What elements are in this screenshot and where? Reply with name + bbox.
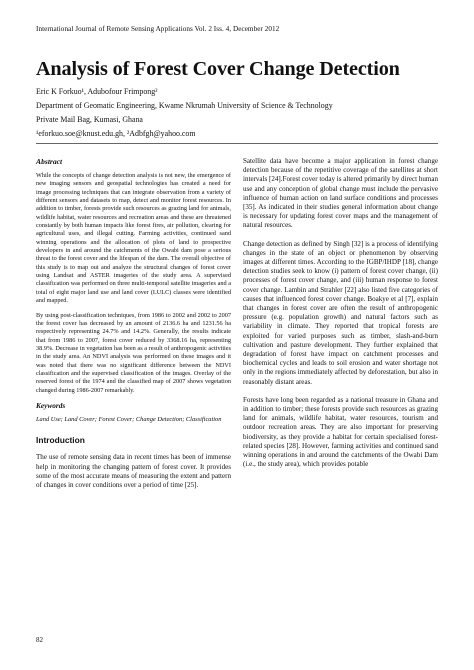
right-column [243, 157, 438, 479]
header-divider [36, 143, 438, 144]
paper-title: Analysis of Forest Cover Change Detection [36, 58, 400, 80]
body-paragraph-1: Satellite data have become a major application in forest change detection because of the repetitive coverage of the satellites at short intervals [24].Forest cover today is altered primarily by direct human use and any conception of global change must include the pervasive influence of human action on land surface conditions and processes [35]. As indicated in their studies general information about change is necessary for updating forest cover maps and the management of natural resources. [243, 157, 438, 230]
abstract-heading: Abstract [36, 157, 63, 166]
journal-header: International Journal of Remote Sensing Applications Vol. 2 Iss. 4, December 2012 [36, 25, 280, 33]
body-paragraph-2: Change detection as defined by Singh [32] is a process of identifying changes in the state of an object or phenomenon by observing images at different times. According to the IGBP/IHDP [18], change detection studies seek to know (i) pattern of forest cover change, (ii) processes of forest cover change, and (iii) human response to forest cover change. Lambin and Strahler [22] also listed five categories of causes that influenced forest cover change. Boakye et al [7], explain that changes in forest cover are often the result of anthropogenic pressure (e.g. population growth) and natural factors such as variability in climate. They reported that tropical forests are exploited for varied purposes such as timber, slash-and-burn cultivation and pasture development. They further explained that degradation of forest have impact on catchment processes and biochemical cycles and leads to soil erosion and water shortage not only in the regions immediately affected by deforestation, but also in reasonably distant areas. [243, 239, 438, 386]
introduction-paragraph-1: The use of remote sensing data in recent times has been of immense help in monitoring the changing pattern of forest cover. It provides some of the most accurate means of measuring the extent and pattern of changes in cover conditions over a period of time [25]. [36, 453, 231, 489]
left-column [36, 157, 231, 490]
keywords-heading: Keywords [36, 400, 66, 410]
author-address: Private Mail Bag, Kumasi, Ghana [36, 115, 143, 124]
introduction-heading: Introduction [36, 435, 85, 446]
author-department: Department of Geomatic Engineering, Kwame Nkrumah University of Science & Technology [36, 101, 333, 110]
page-number: 82 [36, 636, 43, 644]
author-list: Eric K Forkuo¹, Adubofour Frimpong² [36, 87, 158, 96]
body-paragraph-3: Forests have long been regarded as a national treasure in Ghana and in addition to timber; these forests provide such resources as grazing land for animals, wildlife habitat, water resources, tourism and outdoor recreation areas. They are also important for preserving biodiversity, as they provide a habitat for certain specialised forest-related species [28]. However, farming activities and continued sand winning operations in and around the catchments of the Owabi Dam (i.e., the study area), which provides potable [243, 395, 438, 469]
keywords-text: Land Use; Land Cover; Forest Cover; Change Detection; Classification [36, 415, 222, 423]
abstract-paragraph-1: While the concepts of change detection analysis is not new, the emergence of new imaging sensors and geospatial technologies has created a need for image processing techniques that can integrate observation from a variety of different sensors and datasets to map, detect and monitor forest resources. In addition to timber, forests provide such resources as grazing land for animals, wildlife habitat, water resources and recreation areas and these are threatened constantly by both human impacts like forest fires, air pollution, clearing for agricultural uses, and illegal cutting. Farming activities, continued sand winning operations and the allocation of plots of land to prospective developers in and around the catchments of the Owabi dam pose a serious threat to the forest cover and the lifespan of the dam. The overall objective of this study is to map out and analyze the structural changes of forest cover using Landsat and ASTER imageries of the study area. A supervised classification was performed on three multi-temporal satellite imageries and a total of eight major land use and land cover (LULC) classes were identified and mapped. [36, 172, 231, 305]
author-emails: ¹eforkuo.soe@knust.edu.gh, ²Adbfgh@yahoo.com [36, 129, 196, 138]
abstract-paragraph-2: By using post-classification techniques, from 1986 to 2002 and 2002 to 2007 the forest cover has decreased by an amount of 2136.6 ha and 1231.56 ha respectively representing 24.7% and 14.2%. Generally, the results indicate that from 1986 to 2007, forest cover reduced by 3368.16 ha, representing 38.9%. Decrease in vegetation has been as a result of anthropogenic activities in the study area. An NDVI analysis was performed on these images and it was noted that there was no significant difference between the NDVI classification and the supervised classification of the images. Overlay of the reserved forest of the 1974 and the classified map of 2007 shows vegetation changed during 1986-2007 remarkably. [36, 311, 231, 394]
